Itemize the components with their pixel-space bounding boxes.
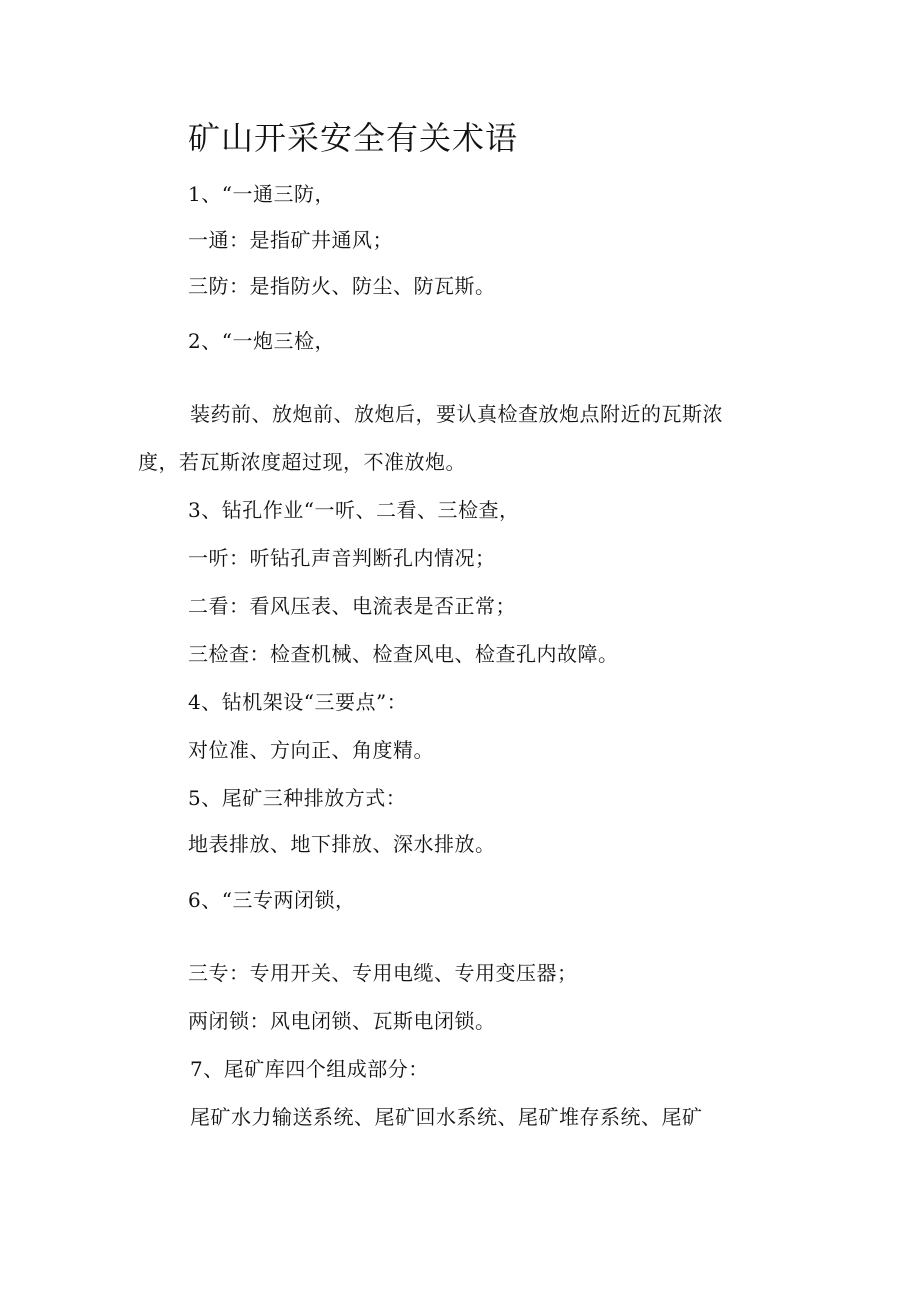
- text-line: 两闭锁：风电闭锁、瓦斯电闭锁。: [188, 1009, 496, 1033]
- text-line: 7、尾矿库四个组成部分：: [190, 1057, 429, 1081]
- text-line: 装药前、放炮前、放炮后，要认真检查放炮点附近的瓦斯浓: [190, 402, 723, 426]
- text-line: 度，若瓦斯浓度超过现，不准放炮。: [138, 450, 466, 474]
- text-line: 4、钻机架设“三要点”：: [188, 690, 408, 714]
- document-title: 矿山开采安全有关术语: [188, 119, 519, 157]
- text-line: 3、钻孔作业“一听、二看、三检查，: [188, 498, 520, 522]
- text-line: 一听：听钻孔声音判断孔内情况；: [188, 546, 496, 570]
- text-line: 6、“三专两闭锁，: [188, 888, 356, 912]
- text-line: 二看：看风压表、电流表是否正常；: [188, 594, 516, 618]
- text-line: 三专：专用开关、专用电缆、专用变压器；: [188, 961, 578, 985]
- text-line: 一通：是指矿井通风；: [188, 228, 393, 252]
- text-line: 三防：是指防火、防尘、防瓦斯。: [188, 274, 496, 298]
- text-line: 三检查：检查机械、检查风电、检查孔内故障。: [188, 642, 619, 666]
- text-line: 尾矿水力输送系统、尾矿回水系统、尾矿堆存系统、尾矿: [190, 1105, 703, 1129]
- text-line: 5、尾矿三种排放方式：: [188, 786, 407, 810]
- text-line: 1、“一通三防，: [188, 182, 335, 206]
- text-line: 对位准、方向正、角度精。: [188, 738, 434, 762]
- text-line: 地表排放、地下排放、深水排放。: [188, 832, 496, 856]
- text-line: 2、“一炮三检，: [188, 329, 335, 353]
